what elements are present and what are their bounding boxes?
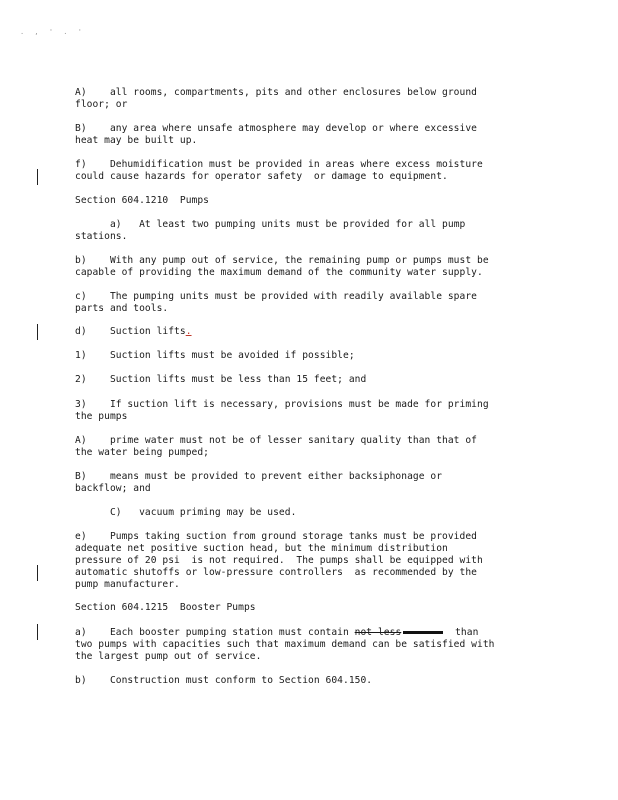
paragraph-c-spare-parts: c) The pumping units must be provided with readily available spare parts and tools. bbox=[75, 291, 477, 314]
paragraph-b-unsafe-atmosphere: B) any area where unsafe atmosphere may develop or where excessive heat may be built up. bbox=[75, 123, 477, 146]
item-c-vacuum-priming: C) vacuum priming may be used. bbox=[75, 507, 297, 518]
item-1-avoid-suction-lifts: 1) Suction lifts must be avoided if possible; bbox=[75, 350, 355, 361]
deleted-text: not less bbox=[354, 627, 402, 638]
section-heading-pumps: Section 604.1210 Pumps bbox=[75, 195, 209, 206]
change-bar bbox=[37, 624, 38, 640]
booster-text-end: than two pumps with capacities such that maximum demand can be satisfied with the largest pump out of service. bbox=[75, 627, 495, 662]
change-bar bbox=[37, 169, 38, 185]
paragraph-b-pump-out-of-service: b) With any pump out of service, the remaining pump or pumps must be capable of providing the maximum demand of the community water supply. bbox=[75, 255, 489, 278]
redaction-mark bbox=[403, 631, 443, 634]
item-3-priming-provisions: 3) If suction lift is necessary, provisions must be made for priming the pumps bbox=[75, 399, 489, 422]
change-bar bbox=[37, 565, 38, 581]
edit-mark: . bbox=[185, 326, 192, 337]
paragraph-a-two-pumping-units: a) At least two pumping units must be provided for all pump stations. bbox=[75, 219, 466, 242]
paragraph-b-construction: b) Construction must conform to Section 604.150. bbox=[75, 675, 373, 686]
booster-text-start: a) Each booster pumping station must contain bbox=[75, 627, 355, 638]
suction-lifts-text: d) Suction lifts bbox=[75, 326, 186, 337]
paragraph-e-ground-storage-tanks: e) Pumps taking suction from ground storage tanks must be provided adequate net positive suction head, but the minimum distribution pressure of 20 psi is not required. The pumps shall be equipped with automatic shutoffs or low-pressure controllers as recommended by the pump manufacturer. bbox=[75, 531, 483, 590]
paragraph-a-booster-station bbox=[75, 627, 545, 663]
item-a-prime-water-quality: A) prime water must not be of lesser sanitary quality than that of the water being pumped; bbox=[75, 435, 477, 458]
change-bar bbox=[37, 324, 38, 340]
scan-specks: . , ' . ' bbox=[20, 28, 85, 36]
paragraph-d-suction-lifts bbox=[75, 326, 545, 338]
paragraph-f-dehumidification: f) Dehumidification must be provided in areas where excess moisture could cause hazards for operator safety or damage to equipment. bbox=[75, 159, 483, 182]
paragraph-a-rooms: A) all rooms, compartments, pits and other enclosures below ground floor; or bbox=[75, 87, 477, 110]
item-2-less-than-15-feet: 2) Suction lifts must be less than 15 feet; and bbox=[75, 374, 367, 385]
section-heading-booster-pumps: Section 604.1215 Booster Pumps bbox=[75, 602, 256, 613]
item-b-backsiphonage: B) means must be provided to prevent either backsiphonage or backflow; and bbox=[75, 471, 443, 494]
